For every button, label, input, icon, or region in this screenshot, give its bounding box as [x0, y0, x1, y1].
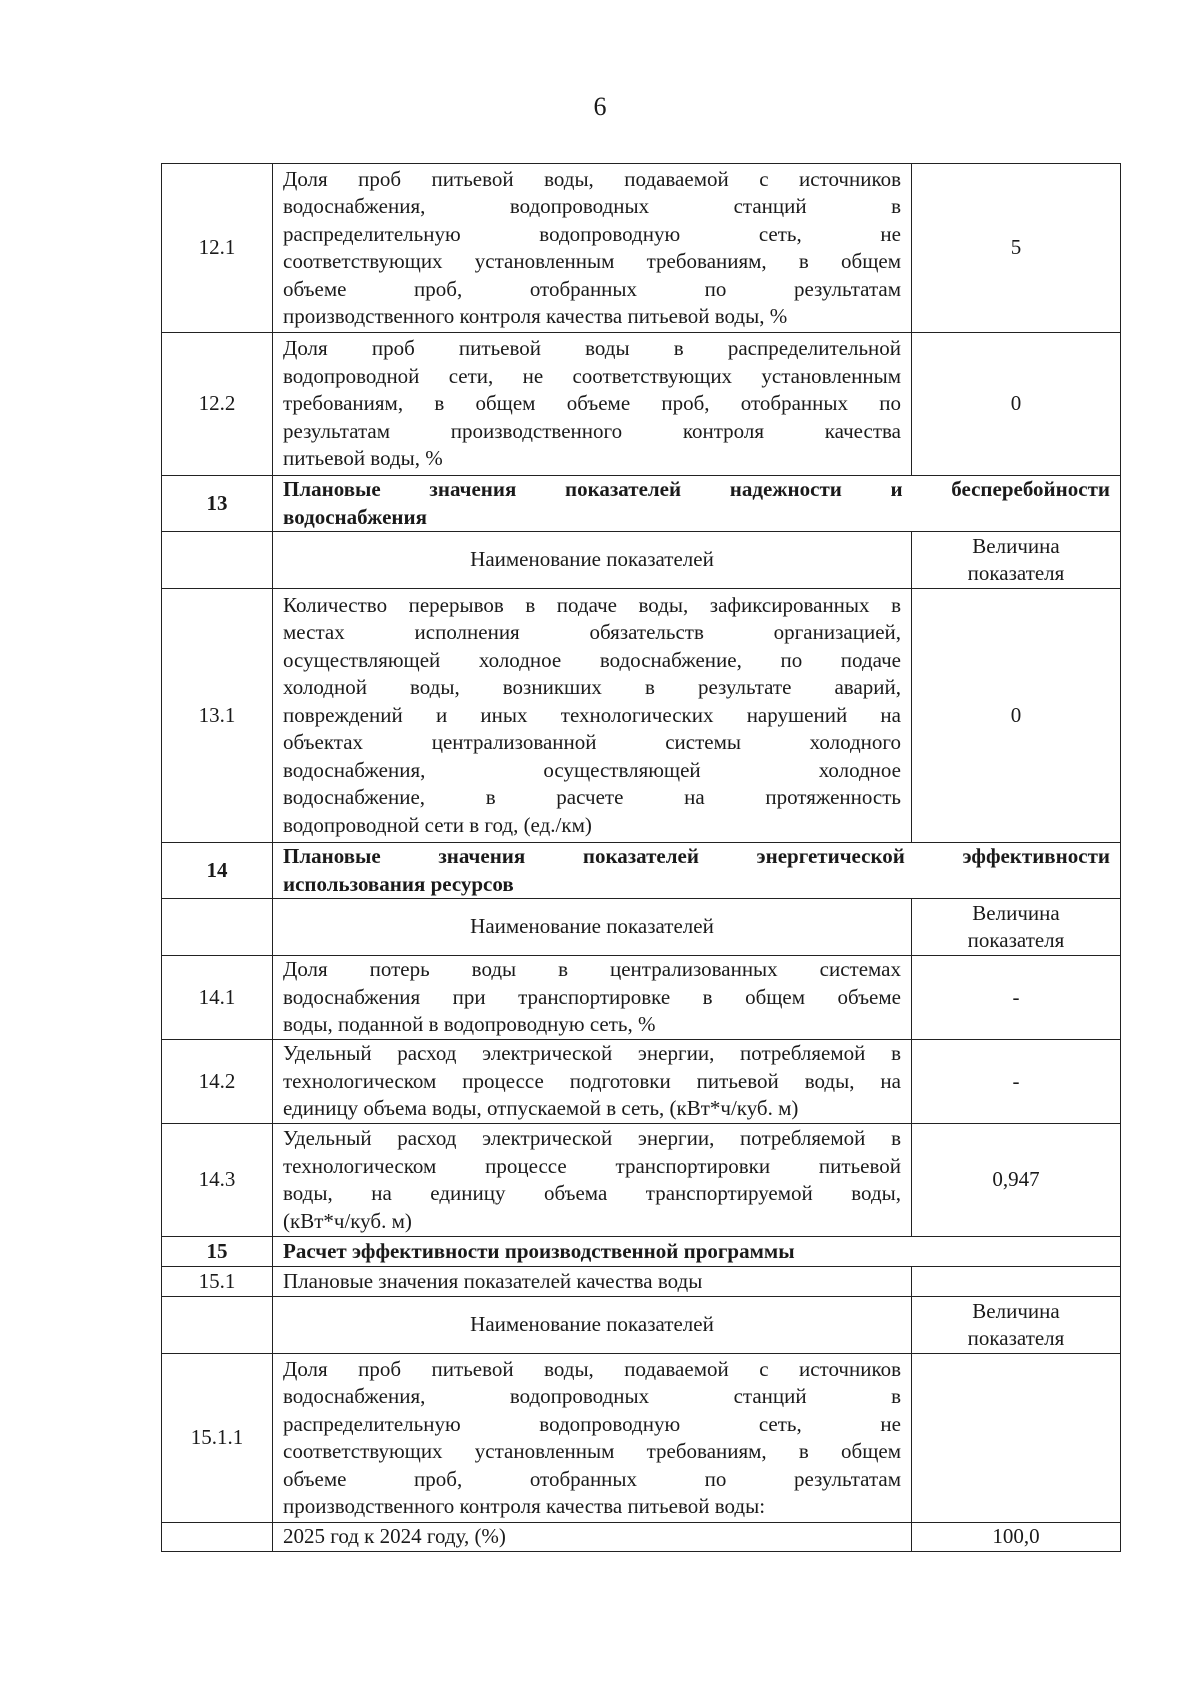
section-title-line: Плановые значения показателей энергетической эффективности: [283, 844, 1110, 868]
empty-cell: [162, 899, 273, 956]
indicator-value: 0,947: [912, 1124, 1121, 1237]
text-line: объеме проб, отобранных по результатам: [283, 1466, 901, 1491]
section-title: [273, 843, 1121, 899]
text-line: объектах централизованной системы холодного: [283, 730, 901, 755]
page-number: 6: [593, 92, 607, 121]
text-line: соответствующих установленным требованиям, в общем: [283, 249, 901, 273]
text-line: производственного контроля качества питьевой воды:: [283, 1494, 766, 1518]
text-line: требованиям, в общем объеме проб, отобранных по: [283, 391, 901, 416]
section-title: [273, 476, 1121, 532]
indicator-value: -: [912, 956, 1121, 1040]
indicator-text: [273, 1040, 912, 1124]
header-value-line: Величина: [972, 900, 1060, 925]
table-row: [162, 1523, 1121, 1552]
section-row: [162, 476, 1121, 532]
indicator-value: 0: [912, 589, 1121, 843]
indicator-text: 2025 год к 2024 году, (%): [273, 1523, 912, 1552]
section-number: 15: [162, 1237, 273, 1267]
text-line: объеме проб, отобранных по результатам: [283, 276, 901, 301]
table-row: [162, 1267, 1121, 1297]
text-line: технологическом процессе подготовки питьевой воды, на: [283, 1068, 901, 1093]
text-line: результатам производственного контроля качества: [283, 418, 901, 443]
header-value: [912, 532, 1121, 589]
text-line: (кВт*ч/куб. м): [283, 1208, 412, 1233]
text-line: Доля проб питьевой воды, подаваемой с источников: [283, 1356, 901, 1381]
indicator-value: [912, 1267, 1121, 1297]
header-value-line: показателя: [967, 1326, 1065, 1350]
header-value: [912, 1297, 1121, 1354]
header-value-line: показателя: [967, 928, 1065, 952]
section-title: Расчет эффективности производственной программы: [273, 1237, 1121, 1267]
section-title-line: Плановые значения показателей надежности и бесперебойности: [283, 477, 1110, 501]
section-row: [162, 1237, 1121, 1267]
section-row: [162, 843, 1121, 899]
text-line: производственного контроля качества питьевой воды, %: [283, 304, 788, 328]
row-number: 12.2: [162, 333, 273, 476]
section-number: 14: [162, 843, 273, 899]
indicator-text: [273, 956, 912, 1040]
indicator-text: Плановые значения показателей качества воды: [273, 1267, 912, 1297]
text-line: повреждений и иных технологических нарушений на: [283, 702, 901, 727]
text-line: Количество перерывов в подаче воды, зафиксированных в: [283, 592, 901, 617]
text-line: Доля проб питьевой воды, подаваемой с источников: [283, 166, 901, 191]
header-name: Наименование показателей: [273, 532, 912, 589]
row-number: 15.1.1: [162, 1354, 273, 1523]
table-row: [162, 333, 1121, 476]
section-title-line: водоснабжения: [283, 504, 427, 529]
indicator-text: [273, 589, 912, 843]
text-line: соответствующих установленным требованиям, в общем: [283, 1439, 901, 1463]
header-name: Наименование показателей: [273, 899, 912, 956]
text-line: Доля потерь воды в централизованных системах: [283, 957, 901, 982]
column-header-row: [162, 1297, 1121, 1354]
header-value-line: Величина: [972, 533, 1060, 558]
indicators-table: [161, 163, 1121, 1552]
text-line: местах исполнения обязательств организацией,: [283, 620, 901, 645]
header-name: Наименование показателей: [273, 1297, 912, 1354]
text-line: водоснабжения, водопроводных станций в: [283, 194, 901, 218]
indicator-value: [912, 1354, 1121, 1523]
row-number: 14.3: [162, 1124, 273, 1237]
text-line: водопроводной сети, не соответствующих установленным: [283, 363, 901, 388]
text-line: Доля проб питьевой воды в распределительной: [283, 336, 901, 361]
empty-cell: [162, 1297, 273, 1354]
row-number: [162, 1523, 273, 1552]
header-value-line: показателя: [967, 561, 1065, 585]
text-line: осуществляющей холодное водоснабжение, по подаче: [283, 647, 901, 672]
indicator-text: [273, 333, 912, 476]
indicator-value: 5: [912, 164, 1121, 333]
header-value: [912, 899, 1121, 956]
table-row: [162, 589, 1121, 843]
row-number: 15.1: [162, 1267, 273, 1297]
indicator-value: 0: [912, 333, 1121, 476]
table-row: [162, 1354, 1121, 1523]
text-line: холодной воды, возникших в результате аварий,: [283, 675, 901, 700]
text-line: распределительную водопроводную сеть, не: [283, 221, 901, 246]
indicator-value: 100,0: [912, 1523, 1121, 1552]
empty-cell: [162, 532, 273, 589]
indicator-text: [273, 1124, 912, 1237]
section-title-line: использования ресурсов: [283, 871, 514, 896]
row-number: 13.1: [162, 589, 273, 843]
text-line: водоснабжение, в расчете на протяженность: [283, 785, 901, 810]
text-line: водоснабжения, водопроводных станций в: [283, 1384, 901, 1408]
indicator-text: [273, 164, 912, 333]
text-line: технологическом процессе транспортировки питьевой: [283, 1153, 901, 1178]
text-line: распределительную водопроводную сеть, не: [283, 1411, 901, 1436]
table-row: [162, 1040, 1121, 1124]
row-number: 14.1: [162, 956, 273, 1040]
section-number: 13: [162, 476, 273, 532]
text-line: Удельный расход электрической энергии, потребляемой в: [283, 1126, 901, 1150]
text-line: водоснабжения при транспортировке в общем объеме: [283, 984, 901, 1009]
table-row: [162, 956, 1121, 1040]
text-line: питьевой воды, %: [283, 446, 443, 471]
column-header-row: [162, 532, 1121, 589]
text-line: воды, на единицу объема транспортируемой воды,: [283, 1181, 901, 1205]
row-number: 14.2: [162, 1040, 273, 1124]
text-line: воды, поданной в водопроводную сеть, %: [283, 1012, 656, 1037]
text-line: водопроводной сети в год, (ед./км): [283, 812, 592, 837]
table-row: [162, 164, 1121, 333]
row-number: 12.1: [162, 164, 273, 333]
indicator-text: [273, 1354, 912, 1523]
table-row: [162, 1124, 1121, 1237]
header-value-line: Величина: [972, 1298, 1060, 1323]
column-header-row: [162, 899, 1121, 956]
text-line: водоснабжения, осуществляющей холодное: [283, 757, 901, 782]
text-line: Удельный расход электрической энергии, потребляемой в: [283, 1041, 901, 1066]
indicator-value: -: [912, 1040, 1121, 1124]
text-line: единицу объема воды, отпускаемой в сеть, (кВт*ч/куб. м): [283, 1096, 799, 1121]
